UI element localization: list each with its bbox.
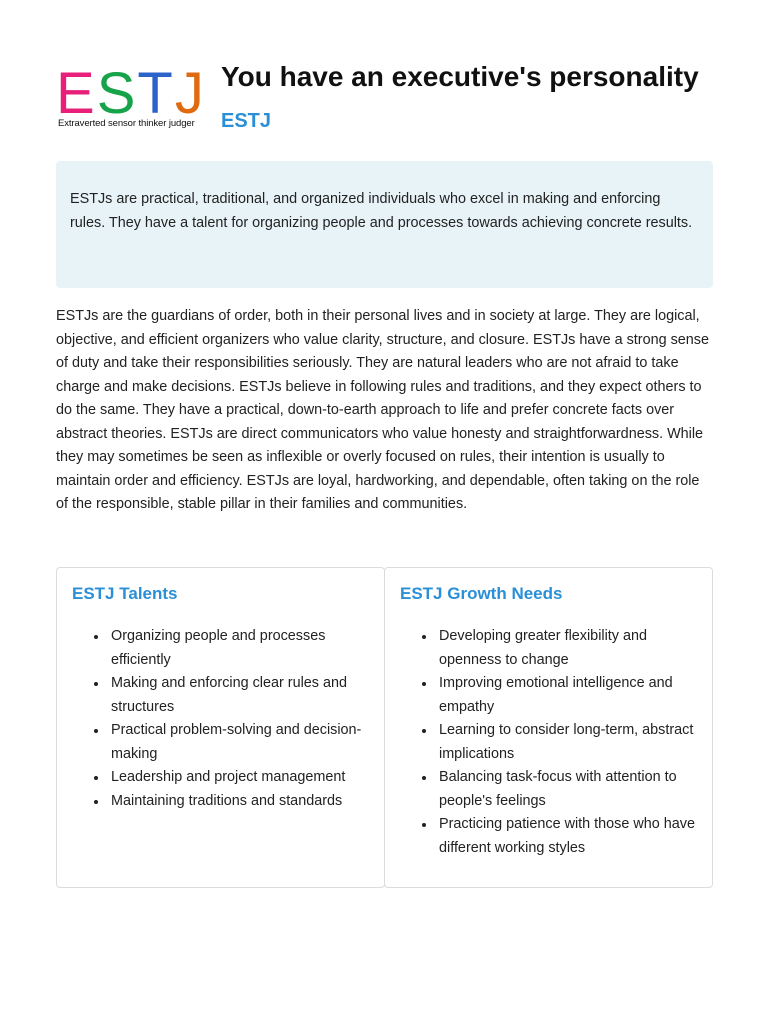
talents-list-item: Making and enforcing clear rules and structures <box>111 672 370 719</box>
summary-box <box>56 161 713 288</box>
talents-list-item: Leadership and project management <box>111 766 370 790</box>
page-title: You have an executive's personality <box>221 61 699 92</box>
growth-needs-list-item: Developing greater flexibility and openness to change <box>439 625 698 672</box>
talents-list-item: Organizing people and processes efficiently <box>111 625 370 672</box>
growth-needs-list-item: Balancing task-focus with attention to people's feelings <box>439 766 698 813</box>
growth-needs-list-item: Practicing patience with those who have different working styles <box>439 813 698 860</box>
growth-needs-heading: ESTJ Growth Needs <box>400 584 563 603</box>
talents-list <box>72 625 370 813</box>
talents-heading: ESTJ Talents <box>72 584 178 603</box>
growth-needs-card <box>384 567 713 888</box>
header <box>56 56 713 140</box>
growth-needs-list-item: Improving emotional intelligence and empathy <box>439 672 698 719</box>
growth-needs-list-item: Learning to consider long-term, abstract implications <box>439 719 698 766</box>
estj-logo <box>56 61 206 136</box>
logo-letter-s: S <box>96 61 138 126</box>
logo-letter-j: J <box>174 61 206 126</box>
personality-type-label: ESTJ <box>221 110 272 132</box>
talents-list-item: Maintaining traditions and standards <box>111 790 370 814</box>
growth-needs-list <box>400 625 698 860</box>
logo-letter-e: E <box>56 61 97 126</box>
talents-list-item: Practical problem-solving and decision-making <box>111 719 370 766</box>
logo-tagline: Extraverted sensor thinker judger <box>58 118 195 129</box>
description-paragraph: ESTJs are the guardians of order, both in their personal lives and in society at large. They are logical, objective, and efficient organizers who value clarity, structure, and closure. ESTJs have a strong sense of duty and take their responsibilities seriously. They are natural leaders who are not afraid to take charge and make decisions. ESTJs believe in following rules and traditions, and they expect others to do the same. They have a practical, down-to-earth approach to life and prefer concrete facts over abstract theories. ESTJs are direct communicators who value honesty and straightforwardness. While they may sometimes be seen as inflexible or overly focused on rules, their intention is usually to maintain order and efficiency. ESTJs are loyal, hardworking, and dependable, often taking on the role of the responsible, stable pillar in their families and communities. <box>56 308 709 512</box>
talents-card <box>56 567 385 888</box>
logo-letter-t: T <box>137 61 175 126</box>
cards-row <box>56 567 713 888</box>
summary-text: ESTJs are practical, traditional, and organized individuals who excel in making and enforcing rules. They have a talent for organizing people and processes towards achieving concrete results. <box>70 191 693 231</box>
